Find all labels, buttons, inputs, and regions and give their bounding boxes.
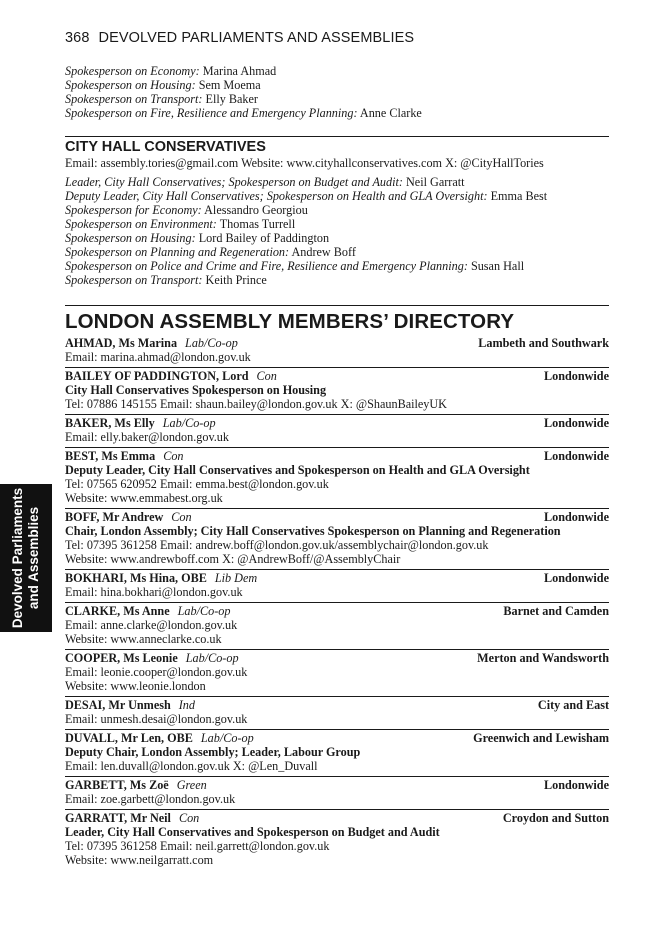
member-party: Lib Dem (214, 571, 258, 585)
member-name: BAKER, Ms Elly (65, 416, 155, 430)
member-name-row (65, 510, 609, 524)
member-constituency: Merton and Wandsworth (477, 651, 609, 665)
directory-entries (65, 335, 609, 870)
member-entry (65, 569, 609, 602)
section-divider (65, 305, 609, 306)
member-name: CLARKE, Ms Anne (65, 604, 170, 618)
member-party: Con (171, 510, 192, 524)
member-name: GARRATT, Mr Neil (65, 811, 171, 825)
member-entry (65, 649, 609, 696)
member-name-row (65, 811, 609, 825)
member-entry (65, 508, 609, 569)
member-contact-line: Tel: 07886 145155 Email: shaun.bailey@london.gov.uk X: @ShaunBaileyUK (65, 397, 447, 411)
directory-title: LONDON ASSEMBLY MEMBERS’ DIRECTORY (65, 310, 515, 333)
member-role: Chair, London Assembly; City Hall Conservatives Spokesperson on Planning and Regeneration (65, 524, 561, 538)
member-constituency: Londonwide (543, 571, 609, 585)
conservatives-spokespeople-list (65, 175, 609, 287)
page-number: 368 (65, 30, 90, 46)
member-name: DUVALL, Mr Len, OBE (65, 731, 193, 745)
member-constituency: Croydon and Sutton (502, 811, 609, 825)
member-constituency: City and East (537, 698, 609, 712)
member-entry (65, 776, 609, 809)
spokesperson-line: Spokesperson on Economy: Marina Ahmad (65, 64, 277, 78)
member-role: Deputy Leader, City Hall Conservatives and Spokesperson on Health and GLA Oversight (65, 463, 530, 477)
member-contact-line: Email: hina.bokhari@london.gov.uk (65, 585, 243, 599)
member-name: AHMAD, Ms Marina (65, 336, 178, 350)
member-entry (65, 696, 609, 729)
member-contact-line: Email: anne.clarke@london.gov.uk (65, 618, 238, 632)
spokesperson-line: Spokesperson on Transport: Elly Baker (65, 92, 258, 106)
spokesperson-line: Spokesperson on Fire, Resilience and Emergency Planning: Anne Clarke (65, 106, 422, 120)
member-entry (65, 729, 609, 776)
member-constituency: Londonwide (543, 510, 609, 524)
spokesperson-line: Spokesperson on Planning and Regeneration: Andrew Boff (65, 245, 356, 259)
member-entry (65, 335, 609, 367)
running-title: DEVOLVED PARLIAMENTS AND ASSEMBLIES (98, 30, 415, 46)
member-contact-line: Tel: 07395 361258 Email: andrew.boff@london.gov.uk/assemblychair@london.gov.uk (65, 538, 489, 552)
member-party: Lab/Co-op (185, 336, 238, 350)
member-name-row (65, 449, 609, 463)
member-name: GARBETT, Ms Zoë (65, 778, 169, 792)
member-entry (65, 447, 609, 508)
member-entry (65, 809, 609, 870)
member-contact-line: Tel: 07395 361258 Email: neil.garrett@london.gov.uk (65, 839, 330, 853)
section-side-tab (0, 484, 52, 632)
member-contact-line: Website: www.andrewboff.com X: @AndrewBoff/@AssemblyChair (65, 552, 401, 566)
member-contact-line: Email: marina.ahmad@london.gov.uk (65, 350, 251, 364)
side-tab-line-1: Devolved Parliaments (10, 487, 26, 629)
member-role: Leader, City Hall Conservatives and Spokesperson on Budget and Audit (65, 825, 440, 839)
member-name-row (65, 698, 609, 712)
member-entry (65, 367, 609, 414)
member-party: Lab/Co-op (200, 731, 254, 745)
member-name: BEST, Ms Emma (65, 449, 156, 463)
spokesperson-line: Spokesperson on Police and Crime and Fire, Resilience and Emergency Planning: Susan Hall (65, 259, 525, 273)
member-name: DESAI, Mr Unmesh (65, 698, 171, 712)
spokesperson-line: Spokesperson on Housing: Sem Moema (65, 78, 261, 92)
member-party: Con (256, 369, 277, 383)
running-header (65, 30, 414, 46)
member-party: Con (163, 449, 184, 463)
conservatives-contact: Email: assembly.tories@gmail.com Website: www.cityhallconservatives.com X: @CityHallTories (65, 156, 544, 170)
member-contact-line: Website: www.neilgarratt.com (65, 853, 214, 867)
member-entry (65, 602, 609, 649)
member-contact-line: Email: unmesh.desai@london.gov.uk (65, 712, 248, 726)
member-entry (65, 414, 609, 447)
member-name-row (65, 336, 609, 350)
member-constituency: Londonwide (543, 416, 609, 430)
member-constituency: Londonwide (543, 369, 609, 383)
member-party: Lab/Co-op (177, 604, 231, 618)
member-contact-line: Website: www.emmabest.org.uk (65, 491, 223, 505)
member-party: Lab/Co-op (185, 651, 239, 665)
member-constituency: Londonwide (543, 449, 609, 463)
member-contact-line: Tel: 07565 620952 Email: emma.best@london.gov.uk (65, 477, 329, 491)
spokesperson-line: Spokesperson on Transport: Keith Prince (65, 273, 267, 287)
member-name-row (65, 416, 609, 430)
member-constituency: Barnet and Camden (503, 604, 609, 618)
conservatives-section-title: CITY HALL CONSERVATIVES (65, 139, 266, 155)
member-party: Con (178, 811, 200, 825)
member-contact-line: Email: len.duvall@london.gov.uk X: @Len_Duvall (65, 759, 318, 773)
member-party: Lab/Co-op (162, 416, 216, 430)
member-name-row (65, 571, 609, 585)
member-name-row (65, 651, 609, 665)
member-name-row (65, 731, 609, 745)
member-name: COOPER, Ms Leonie (65, 651, 178, 665)
section-divider (65, 136, 609, 137)
member-role: Deputy Chair, London Assembly; Leader, Labour Group (65, 745, 361, 759)
member-contact-line: Email: elly.baker@london.gov.uk (65, 430, 229, 444)
member-name-row (65, 604, 609, 618)
member-party: Green (176, 778, 207, 792)
member-contact-line: Website: www.leonie.london (65, 679, 206, 693)
member-constituency: Greenwich and Lewisham (473, 731, 609, 745)
member-party: Ind (178, 698, 195, 712)
member-name: BOKHARI, Ms Hina, OBE (65, 571, 207, 585)
member-constituency: Londonwide (543, 778, 609, 792)
side-tab-line-2: and Assemblies (26, 506, 42, 610)
member-contact-line: Website: www.anneclarke.co.uk (65, 632, 222, 646)
member-constituency: Lambeth and Southwark (478, 336, 609, 350)
member-name-row (65, 778, 609, 792)
labour-spokespeople-list (65, 64, 609, 120)
member-role: City Hall Conservatives Spokesperson on Housing (65, 383, 327, 397)
page-content (65, 64, 609, 870)
spokesperson-line: Spokesperson on Environment: Thomas Turrell (65, 217, 296, 231)
member-name: BAILEY OF PADDINGTON, Lord (65, 369, 249, 383)
spokesperson-line: Deputy Leader, City Hall Conservatives; Spokesperson on Health and GLA Oversight: Emma Best (65, 189, 548, 203)
spokesperson-line: Spokesperson for Economy: Alessandro Georgiou (65, 203, 308, 217)
member-contact-line: Email: leonie.cooper@london.gov.uk (65, 665, 248, 679)
spokesperson-line: Spokesperson on Housing: Lord Bailey of Paddington (65, 231, 330, 245)
member-name-row (65, 369, 609, 383)
spokesperson-line: Leader, City Hall Conservatives; Spokesperson on Budget and Audit: Neil Garratt (65, 175, 465, 189)
member-contact-line: Email: zoe.garbett@london.gov.uk (65, 792, 236, 806)
member-name: BOFF, Mr Andrew (65, 510, 164, 524)
